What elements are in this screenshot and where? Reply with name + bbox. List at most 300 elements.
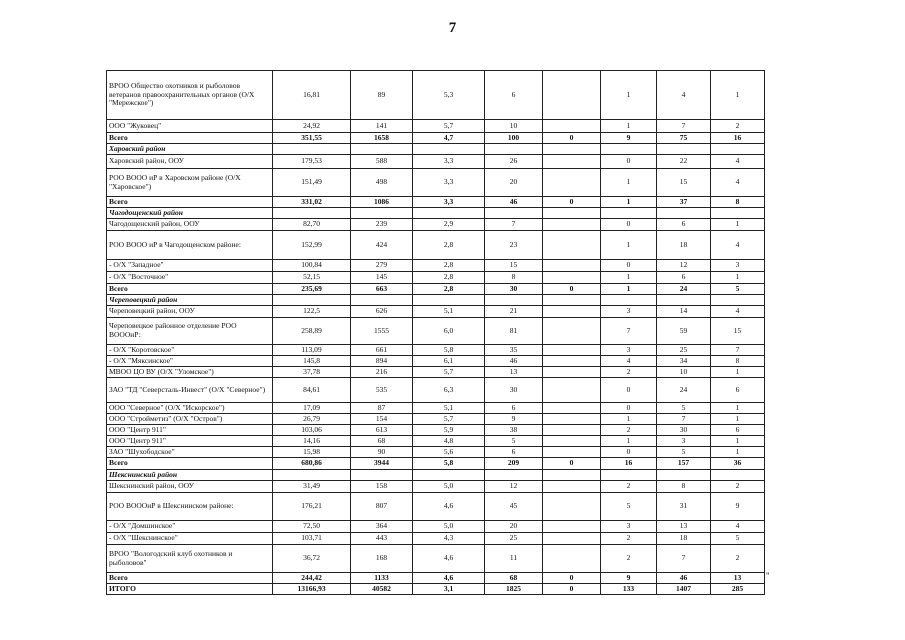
cell-col7: 2 [601,545,657,573]
cell-col8: 59 [657,318,711,345]
total-row [107,284,765,295]
total-row [107,573,765,584]
cell-population: 535 [351,378,413,403]
table-row [107,367,765,378]
cell-org-name: Всего [107,284,273,295]
cell-col9: 5 [711,284,765,295]
cell-quota: 11 [485,545,543,573]
cell-col7: 3 [601,306,657,318]
cell-density: 4,3 [413,533,485,545]
cell-col7: 5 [601,493,657,521]
cell-col9: 36 [711,458,765,470]
cell-col6 [543,155,601,169]
cell-col9: 4 [711,306,765,318]
empty-cell [413,295,485,306]
cell-area: 37,78 [273,367,351,378]
closing-quote-mark: " [766,571,770,581]
cell-col6 [543,425,601,436]
cell-area: 31,49 [273,481,351,493]
cell-col7: 0 [601,219,657,231]
empty-cell [657,295,711,306]
cell-area: 235,69 [273,284,351,295]
cell-org-name: Харовский район, ООУ [107,155,273,169]
cell-density: 3,3 [413,197,485,208]
cell-col9: 3 [711,260,765,272]
cell-col9: 2 [711,481,765,493]
cell-population: 90 [351,447,413,458]
cell-area: 103,71 [273,533,351,545]
cell-col8: 14 [657,306,711,318]
cell-col8: 3 [657,436,711,447]
cell-org-name: Всего [107,133,273,144]
cell-density: 6,0 [413,318,485,345]
cell-population: 279 [351,260,413,272]
cell-population: 424 [351,231,413,260]
cell-col8: 18 [657,231,711,260]
table-row [107,533,765,545]
table-row [107,378,765,403]
cell-col9: 5 [711,533,765,545]
empty-cell [711,470,765,481]
district-name: Чагодощенский район [107,208,273,219]
cell-org-name: ЗАО "Шухободское" [107,447,273,458]
cell-population: 89 [351,71,413,120]
cell-col9: 285 [711,584,765,595]
cell-col7: 0 [601,378,657,403]
cell-col9: 4 [711,155,765,169]
cell-density: 2,8 [413,231,485,260]
cell-area: 151,49 [273,169,351,197]
cell-col6 [543,367,601,378]
cell-population: 154 [351,414,413,425]
cell-org-name: Шекснинский район, ООУ [107,481,273,493]
cell-col8: 10 [657,367,711,378]
cell-density: 2,8 [413,272,485,284]
cell-quota: 30 [485,378,543,403]
cell-org-name: - О/Х "Западное" [107,260,273,272]
cell-col6 [543,533,601,545]
cell-col7: 2 [601,533,657,545]
cell-col8: 7 [657,414,711,425]
table-row [107,403,765,414]
district-name: Харовский район [107,144,273,155]
cell-area: 26,79 [273,414,351,425]
cell-col6 [543,120,601,133]
cell-quota: 20 [485,521,543,533]
cell-quota: 35 [485,345,543,356]
cell-col9: 1 [711,71,765,120]
cell-col6: 0 [543,573,601,584]
cell-density: 6,3 [413,378,485,403]
cell-density: 5,7 [413,367,485,378]
empty-cell [351,470,413,481]
cell-density: 4,6 [413,545,485,573]
cell-population: 663 [351,284,413,295]
cell-col9: 2 [711,545,765,573]
cell-col9: 13 [711,573,765,584]
cell-col8: 30 [657,425,711,436]
cell-area: 14,16 [273,436,351,447]
cell-col8: 75 [657,133,711,144]
cell-population: 661 [351,345,413,356]
cell-col7: 1 [601,272,657,284]
cell-col6 [543,306,601,318]
empty-cell [413,470,485,481]
cell-population: 216 [351,367,413,378]
cell-quota: 26 [485,155,543,169]
cell-col9: 9 [711,493,765,521]
cell-col6 [543,231,601,260]
table-row [107,481,765,493]
cell-area: 179,53 [273,155,351,169]
cell-population: 1555 [351,318,413,345]
total-row [107,584,765,595]
cell-col7: 1 [601,197,657,208]
cell-population: 68 [351,436,413,447]
table-row [107,447,765,458]
empty-cell [601,144,657,155]
cell-org-name: МВОО ЦО ВУ (О/Х "Уломское") [107,367,273,378]
cell-density: 5,8 [413,345,485,356]
table-row [107,169,765,197]
cell-org-name: Всего [107,458,273,470]
cell-org-name: РОО ВОООиР в Шекснинском районе: [107,493,273,521]
cell-col9: 8 [711,197,765,208]
cell-col6 [543,71,601,120]
cell-area: 176,21 [273,493,351,521]
cell-quota: 46 [485,197,543,208]
cell-col8: 24 [657,378,711,403]
cell-area: 82,70 [273,219,351,231]
table-row [107,260,765,272]
cell-col7: 9 [601,573,657,584]
cell-area: 36,72 [273,545,351,573]
cell-density: 2,8 [413,284,485,295]
cell-org-name: ЗАО "ТД "Северсталь-Инвест" (О/Х "Северное") [107,378,273,403]
district-header-row [107,295,765,306]
table-row [107,521,765,533]
table-row [107,545,765,573]
cell-quota: 81 [485,318,543,345]
cell-col7: 3 [601,345,657,356]
empty-cell [657,470,711,481]
empty-cell [273,470,351,481]
cell-quota: 9 [485,414,543,425]
cell-col6 [543,345,601,356]
empty-cell [273,208,351,219]
cell-density: 5,0 [413,521,485,533]
cell-col6 [543,481,601,493]
cell-col7: 2 [601,481,657,493]
cell-density: 5,0 [413,481,485,493]
cell-col9: 1 [711,219,765,231]
cell-col7: 3 [601,521,657,533]
page-number: 7 [448,20,457,36]
cell-area: 15,98 [273,447,351,458]
cell-col6 [543,493,601,521]
empty-cell [413,208,485,219]
cell-density: 3,3 [413,169,485,197]
cell-col6 [543,521,601,533]
cell-col8: 1407 [657,584,711,595]
cell-quota: 8 [485,272,543,284]
cell-org-name: Череповецкое районное отделение РОО ВОООиР: [107,318,273,345]
cell-area: 72,50 [273,521,351,533]
cell-population: 158 [351,481,413,493]
cell-col7: 0 [601,155,657,169]
empty-cell [351,295,413,306]
table-row [107,306,765,318]
empty-cell [351,208,413,219]
empty-cell [351,144,413,155]
cell-col7: 2 [601,425,657,436]
table-row [107,414,765,425]
cell-col6 [543,356,601,367]
cell-quota: 100 [485,133,543,144]
cell-col8: 7 [657,545,711,573]
cell-org-name: - О/Х "Шекснинское" [107,533,273,545]
cell-col8: 5 [657,403,711,414]
cell-area: 152,99 [273,231,351,260]
cell-population: 3944 [351,458,413,470]
cell-density: 2,8 [413,260,485,272]
cell-density: 4,6 [413,573,485,584]
cell-col9: 1 [711,403,765,414]
cell-org-name: - О/Х "Мяксинское" [107,356,273,367]
cell-org-name: ВРОО "Вологодский клуб охотников и рыболовов" [107,545,273,573]
cell-population: 239 [351,219,413,231]
cell-col8: 15 [657,169,711,197]
cell-quota: 30 [485,284,543,295]
cell-col7: 1 [601,120,657,133]
cell-col8: 5 [657,447,711,458]
cell-col7: 133 [601,584,657,595]
cell-col6: 0 [543,584,601,595]
cell-area: 258,89 [273,318,351,345]
cell-col8: 6 [657,272,711,284]
cell-org-name: Всего [107,197,273,208]
cell-col9: 6 [711,425,765,436]
cell-quota: 23 [485,231,543,260]
district-header-row [107,208,765,219]
cell-col9: 8 [711,356,765,367]
district-header-row [107,144,765,155]
cell-quota: 6 [485,403,543,414]
cell-area: 84,61 [273,378,351,403]
cell-area: 17,09 [273,403,351,414]
table-row [107,155,765,169]
cell-org-name: - О/Х "Коротовское" [107,345,273,356]
empty-cell [711,144,765,155]
cell-col6 [543,219,601,231]
cell-area: 13166,93 [273,584,351,595]
cell-col9: 15 [711,318,765,345]
cell-col9: 1 [711,367,765,378]
cell-col6 [543,545,601,573]
empty-cell [543,144,601,155]
cell-col8: 18 [657,533,711,545]
cell-area: 52,15 [273,272,351,284]
cell-area: 351,55 [273,133,351,144]
cell-col9: 2 [711,120,765,133]
empty-cell [601,295,657,306]
cell-quota: 7 [485,219,543,231]
cell-quota: 25 [485,533,543,545]
cell-col7: 1 [601,169,657,197]
cell-col7: 7 [601,318,657,345]
cell-density: 5,7 [413,414,485,425]
cell-quota: 15 [485,260,543,272]
cell-population: 894 [351,356,413,367]
cell-population: 1133 [351,573,413,584]
cell-col8: 4 [657,71,711,120]
table-row [107,71,765,120]
cell-org-name: РОО ВООО иР в Харовском районе (О/Х "Харовское") [107,169,273,197]
cell-area: 244,42 [273,573,351,584]
cell-density: 2,9 [413,219,485,231]
cell-col8: 24 [657,284,711,295]
cell-org-name: - О/Х "Восточное" [107,272,273,284]
hunting-grounds-table [106,70,765,595]
cell-col6: 0 [543,458,601,470]
cell-col8: 25 [657,345,711,356]
cell-area: 122,5 [273,306,351,318]
cell-area: 680,86 [273,458,351,470]
cell-col8: 13 [657,521,711,533]
table-body [107,71,765,595]
cell-col7: 1 [601,231,657,260]
cell-population: 168 [351,545,413,573]
cell-col7: 1 [601,436,657,447]
cell-quota: 20 [485,169,543,197]
cell-density: 5,9 [413,425,485,436]
table-row [107,318,765,345]
cell-quota: 46 [485,356,543,367]
empty-cell [485,295,543,306]
cell-org-name: - О/Х "Домшинское" [107,521,273,533]
district-header-row [107,470,765,481]
district-name: Череповецкий район [107,295,273,306]
cell-col6: 0 [543,284,601,295]
cell-population: 87 [351,403,413,414]
cell-col7: 1 [601,284,657,295]
cell-org-name: ВРОО Общество охотников и рыболовов ветеранов правоохранительных органов (О/Х "Мережское") [107,71,273,120]
cell-quota: 12 [485,481,543,493]
cell-population: 626 [351,306,413,318]
cell-density: 6,1 [413,356,485,367]
cell-quota: 6 [485,447,543,458]
cell-col6 [543,436,601,447]
cell-quota: 1825 [485,584,543,595]
total-row [107,197,765,208]
cell-area: 100,84 [273,260,351,272]
cell-quota: 5 [485,436,543,447]
total-row [107,458,765,470]
district-name: Шекснинский район [107,470,273,481]
table-row [107,219,765,231]
cell-area: 113,09 [273,345,351,356]
table-row [107,425,765,436]
cell-col8: 6 [657,219,711,231]
cell-col6 [543,414,601,425]
cell-quota: 45 [485,493,543,521]
cell-area: 145,8 [273,356,351,367]
empty-cell [273,295,351,306]
cell-col6 [543,169,601,197]
cell-col9: 4 [711,169,765,197]
cell-density: 4,7 [413,133,485,144]
cell-density: 4,6 [413,493,485,521]
cell-col6 [543,403,601,414]
cell-col6: 0 [543,133,601,144]
empty-cell [485,144,543,155]
empty-cell [711,208,765,219]
empty-cell [485,470,543,481]
cell-density: 5,1 [413,403,485,414]
cell-col7: 1 [601,414,657,425]
cell-col8: 12 [657,260,711,272]
cell-col8: 8 [657,481,711,493]
cell-population: 498 [351,169,413,197]
table-row [107,345,765,356]
cell-population: 141 [351,120,413,133]
empty-cell [543,208,601,219]
cell-density: 5,6 [413,447,485,458]
cell-population: 1086 [351,197,413,208]
cell-population: 364 [351,521,413,533]
table-row [107,356,765,367]
cell-density: 3,3 [413,155,485,169]
cell-org-name: Всего [107,573,273,584]
cell-density: 5,1 [413,306,485,318]
cell-population: 807 [351,493,413,521]
cell-org-name: ООО "Центр 911" [107,425,273,436]
cell-col6 [543,260,601,272]
cell-org-name: ООО "Стройметиз" (О/Х "Остров") [107,414,273,425]
cell-col6 [543,272,601,284]
cell-col8: 34 [657,356,711,367]
cell-quota: 21 [485,306,543,318]
cell-population: 613 [351,425,413,436]
cell-col6: 0 [543,197,601,208]
cell-col6 [543,447,601,458]
cell-population: 145 [351,272,413,284]
cell-col7: 16 [601,458,657,470]
cell-quota: 13 [485,367,543,378]
cell-quota: 209 [485,458,543,470]
cell-quota: 10 [485,120,543,133]
cell-org-name: ООО "Центр 911" [107,436,273,447]
table-row [107,272,765,284]
cell-density: 5,8 [413,458,485,470]
cell-col8: 157 [657,458,711,470]
cell-area: 103,06 [273,425,351,436]
cell-col7: 0 [601,403,657,414]
cell-col8: 37 [657,197,711,208]
cell-col9: 1 [711,436,765,447]
cell-org-name: РОО ВООО иР в Чагодощенском районе: [107,231,273,260]
cell-area: 24,92 [273,120,351,133]
cell-org-name: Череповецкий район, ООУ [107,306,273,318]
empty-cell [711,295,765,306]
cell-density: 5,3 [413,71,485,120]
cell-org-name: ООО "Жуковец" [107,120,273,133]
table-row [107,493,765,521]
cell-area: 331,02 [273,197,351,208]
cell-density: 3,1 [413,584,485,595]
cell-col9: 1 [711,272,765,284]
empty-cell [273,144,351,155]
